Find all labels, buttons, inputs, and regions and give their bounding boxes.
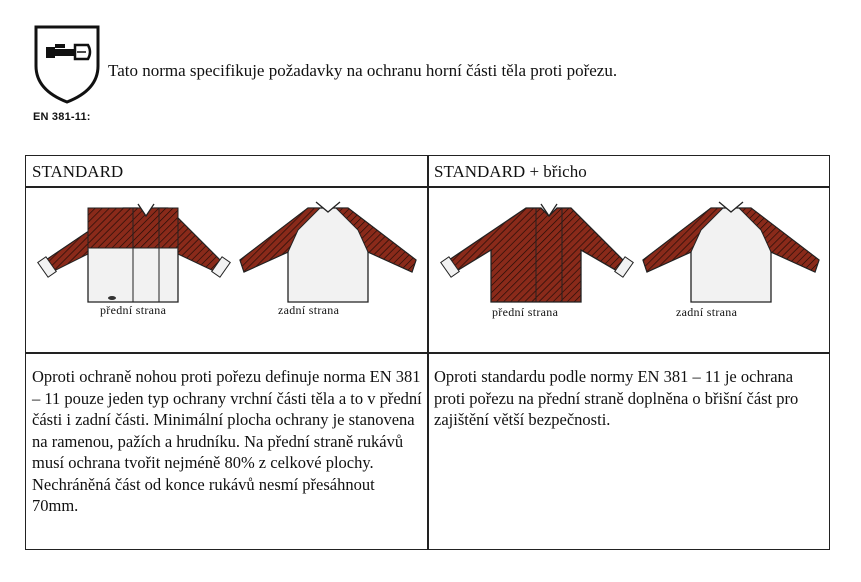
jacket-back-icon xyxy=(643,202,819,302)
description-standard-belly: Oproti standardu podle normy EN 381 – 11 je ochrana proti pořezu na přední straně doplněna o břišní část pro zajištění větší bezpečnosti. xyxy=(434,367,799,429)
jacket-front-icon xyxy=(38,204,231,302)
column-header-standard: STANDARD xyxy=(32,162,124,181)
standards-table xyxy=(25,155,830,550)
chainsaw-shield-icon xyxy=(33,24,101,104)
standard-code: EN 381-11: xyxy=(33,111,91,123)
figure-divider xyxy=(26,352,829,354)
header-divider xyxy=(26,186,829,188)
caption-front-standard-belly: přední strana xyxy=(492,305,559,319)
column-header-standard-belly: STANDARD + břicho xyxy=(434,162,587,181)
jacket-figure-standard xyxy=(28,190,424,350)
caption-back-standard: zadní strana xyxy=(278,303,340,317)
intro-text: Tato norma specifikuje požadavky na ochranu horní části těla proti pořezu. xyxy=(108,61,618,80)
jacket-figure-standard-belly xyxy=(431,190,827,350)
jacket-front-icon xyxy=(441,204,634,302)
jacket-back-icon xyxy=(240,202,416,302)
caption-back-standard-belly: zadní strana xyxy=(676,305,738,319)
description-standard: Oproti ochraně nohou proti pořezu definuje norma EN 381 – 11 pouze jeden typ ochrany vrchní části těla a to v přední části i zadní části. Minimální plocha ochrany je stanovena na ramenou, pažích a hrudníku. Na přední straně rukávů musí ochrana tvořit nejméně 80% z celkové plochy. Nechráněná část od konce rukávů nesmí přesáhnout 70mm. xyxy=(32,367,422,515)
caption-front-standard: přední strana xyxy=(100,303,167,317)
